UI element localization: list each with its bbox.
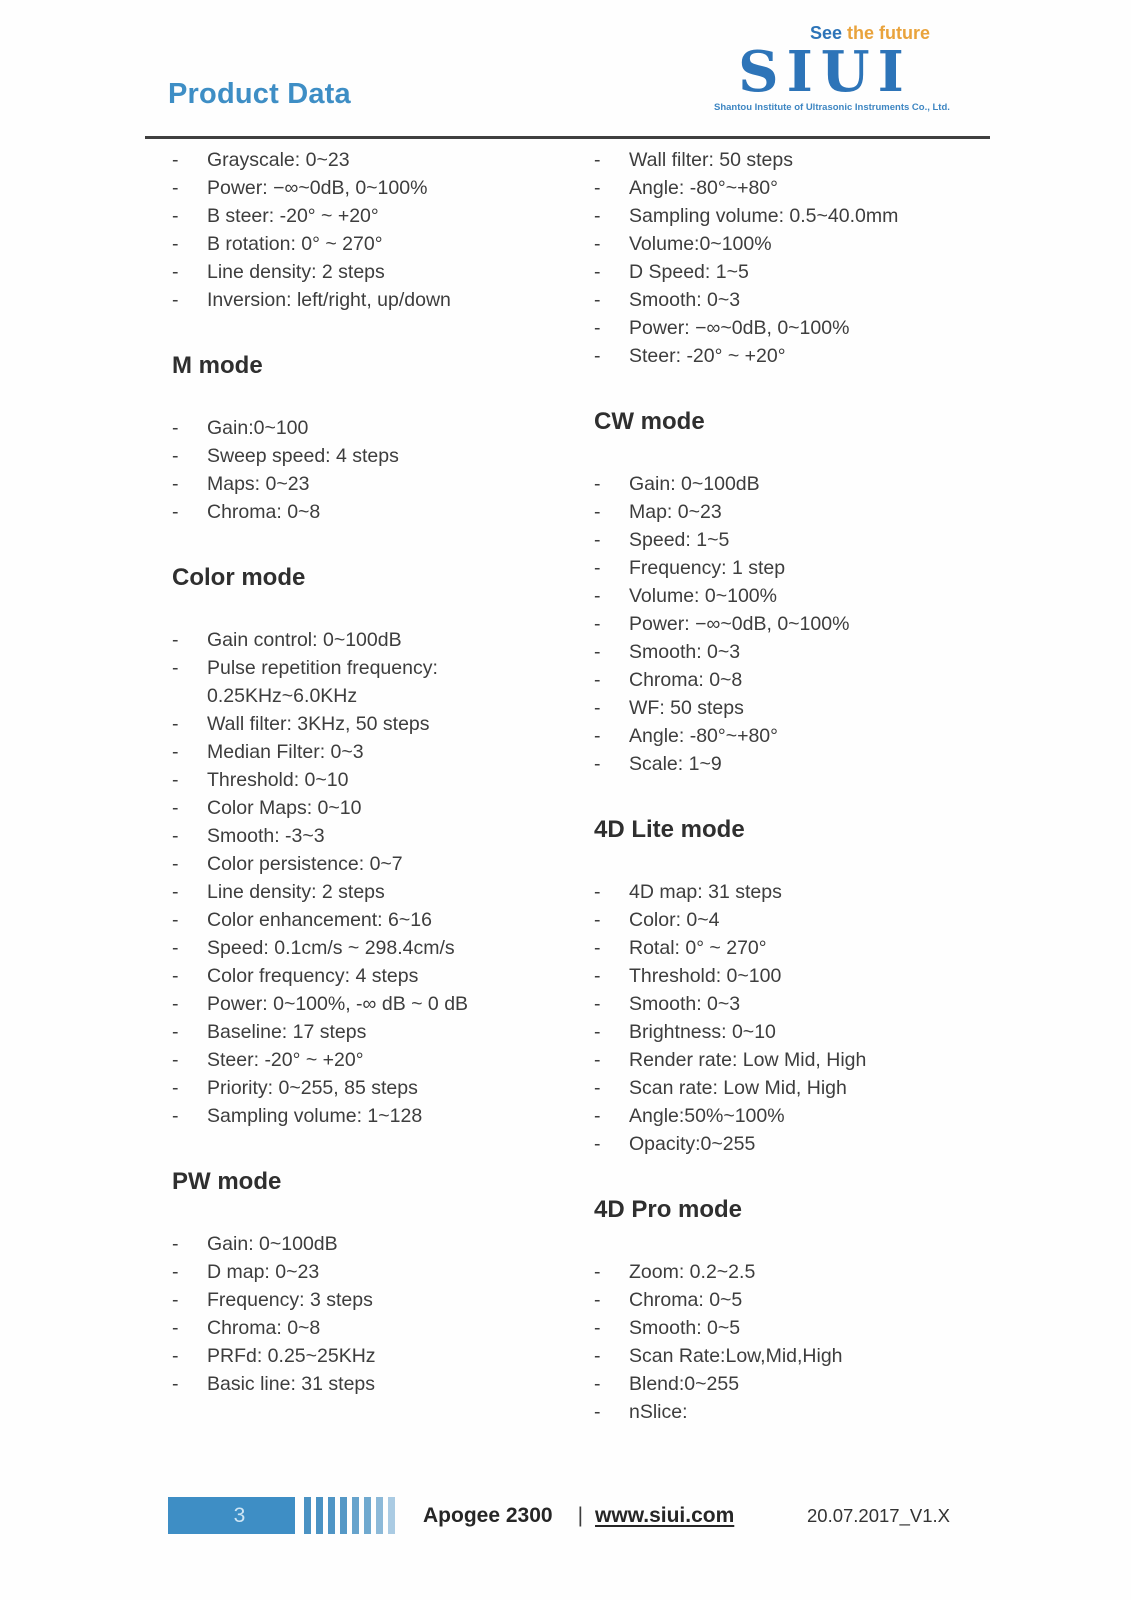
list-item (594, 1314, 994, 1342)
list-item-text: Gain control: 0~100dB (207, 629, 402, 651)
dash-bullet: - (172, 417, 179, 439)
dash-bullet: - (172, 825, 179, 847)
list-item (172, 174, 564, 202)
dash-bullet: - (594, 1077, 601, 1099)
list-item-text: Pulse repetition frequency: 0.25KHz~6.0KHz (207, 657, 438, 707)
company-name: Shantou Institute of Ultrasonic Instruments Co., Ltd. (714, 102, 950, 113)
list-item-text: B rotation: 0° ~ 270° (207, 233, 383, 255)
list-item (594, 750, 994, 778)
dash-bullet: - (594, 697, 601, 719)
list-item (172, 710, 564, 738)
list-item (172, 230, 564, 258)
list-item-text: nSlice: (629, 1401, 688, 1423)
list-item (172, 878, 564, 906)
list-item (594, 962, 994, 990)
website-link[interactable]: www.siui.com (595, 1503, 735, 1527)
list-item (172, 822, 564, 850)
list-item-text: Speed: 1~5 (629, 529, 730, 551)
list-item-text: Median Filter: 0~3 (207, 741, 364, 763)
list-item-text: Basic line: 31 steps (207, 1373, 376, 1395)
list-item (172, 1314, 564, 1342)
dash-bullet: - (172, 909, 179, 931)
dash-bullet: - (172, 1317, 179, 1339)
spec-list (172, 626, 564, 1130)
list-item (172, 1370, 564, 1398)
dash-bullet: - (172, 853, 179, 875)
list-item-text: Baseline: 17 steps (207, 1021, 367, 1043)
dash-bullet: - (594, 1317, 601, 1339)
list-item (172, 934, 564, 962)
list-item (594, 666, 994, 694)
list-item (594, 1258, 994, 1286)
dash-bullet: - (594, 641, 601, 663)
spec-list (172, 1230, 564, 1398)
logo-tagline-see: See (809, 23, 842, 43)
list-item-text: Color frequency: 4 steps (207, 965, 419, 987)
list-item-text: Zoom: 0.2~2.5 (629, 1261, 756, 1283)
spec-section (172, 351, 564, 526)
dash-bullet: - (594, 725, 601, 747)
dash-bullet: - (172, 1233, 179, 1255)
dash-bullet: - (594, 585, 601, 607)
list-item (594, 314, 994, 342)
dash-bullet: - (172, 1345, 179, 1367)
list-item-text: Chroma: 0~5 (629, 1289, 743, 1311)
dash-bullet: - (594, 909, 601, 931)
list-item (594, 146, 994, 174)
dash-bullet: - (172, 205, 179, 227)
section-heading: Color mode (172, 564, 306, 591)
spec-list (172, 146, 564, 314)
list-item (594, 1342, 994, 1370)
list-item-text: Wall filter: 3KHz, 50 steps (207, 713, 430, 735)
list-item (594, 202, 994, 230)
list-item (172, 470, 564, 498)
dash-bullet: - (594, 473, 601, 495)
list-item (594, 498, 994, 526)
list-item-text: Maps: 0~23 (207, 473, 310, 495)
list-item (594, 638, 994, 666)
list-item (172, 1342, 564, 1370)
spec-section (594, 146, 994, 370)
dash-bullet: - (172, 1289, 179, 1311)
list-item-text: Angle: -80°~+80° (629, 177, 778, 199)
dash-bullet: - (172, 1049, 179, 1071)
dash-bullet: - (172, 445, 179, 467)
document-version: 20.07.2017_V1.X (807, 1504, 950, 1526)
list-item (172, 146, 564, 174)
list-item-text: Angle: -80°~+80° (629, 725, 778, 747)
list-item (172, 1102, 564, 1130)
spec-section (594, 407, 994, 778)
list-item (594, 694, 994, 722)
list-item-text: Line density: 2 steps (207, 881, 385, 903)
dash-bullet: - (594, 289, 601, 311)
dash-bullet: - (172, 177, 179, 199)
list-item (594, 554, 994, 582)
list-item-text: Color enhancement: 6~16 (207, 909, 432, 931)
footer-bars-decoration (304, 1497, 395, 1534)
company-logo (714, 23, 950, 113)
list-item (594, 526, 994, 554)
section-heading: CW mode (594, 408, 705, 435)
list-item (594, 582, 994, 610)
dash-bullet: - (594, 529, 601, 551)
list-item (172, 654, 564, 710)
footer-bar (376, 1497, 383, 1534)
list-item (172, 498, 564, 526)
list-item-text: Threshold: 0~100 (629, 965, 782, 987)
page-footer (168, 1497, 950, 1534)
list-item (172, 990, 564, 1018)
list-item (172, 286, 564, 314)
list-item-text: Render rate: Low Mid, High (629, 1049, 867, 1071)
dash-bullet: - (594, 177, 601, 199)
spec-section (172, 563, 564, 1130)
list-item-text: Smooth: 0~5 (629, 1317, 741, 1339)
list-item-text: WF: 50 steps (629, 697, 744, 719)
dash-bullet: - (594, 345, 601, 367)
footer-separator: | (577, 1503, 584, 1527)
list-item (594, 1102, 994, 1130)
spec-section (172, 146, 564, 314)
list-item (172, 738, 564, 766)
footer-bar (328, 1497, 335, 1534)
dash-bullet: - (172, 261, 179, 283)
list-item-text: Frequency: 3 steps (207, 1289, 373, 1311)
footer-bar (316, 1497, 323, 1534)
dash-bullet: - (172, 233, 179, 255)
list-item (172, 414, 564, 442)
list-item-text: Sweep speed: 4 steps (207, 445, 399, 467)
dash-bullet: - (172, 629, 179, 651)
list-item (594, 286, 994, 314)
footer-bar (352, 1497, 359, 1534)
footer-bar (340, 1497, 347, 1534)
section-heading: 4D Pro mode (594, 1196, 743, 1223)
list-item-text: Line density: 2 steps (207, 261, 385, 283)
dash-bullet: - (172, 1021, 179, 1043)
list-item-text: Gain:0~100 (207, 417, 309, 439)
dash-bullet: - (594, 205, 601, 227)
list-item (172, 258, 564, 286)
dash-bullet: - (594, 1021, 601, 1043)
list-item-text: 4D map: 31 steps (629, 881, 782, 903)
list-item-text: Chroma: 0~8 (207, 501, 321, 523)
dash-bullet: - (594, 149, 601, 171)
spec-list (594, 878, 994, 1158)
dash-bullet: - (594, 753, 601, 775)
list-item-text: Power: 0~100%, -∞ dB ~ 0 dB (207, 993, 469, 1015)
dash-bullet: - (172, 937, 179, 959)
list-item (172, 766, 564, 794)
page-number-badge (168, 1497, 295, 1534)
section-heading: M mode (172, 352, 263, 379)
dash-bullet: - (594, 993, 601, 1015)
list-item-text: Brightness: 0~10 (629, 1021, 776, 1043)
list-item-text: Gain: 0~100dB (629, 473, 760, 495)
list-item-text: PRFd: 0.25~25KHz (207, 1345, 376, 1367)
spec-column-left (172, 146, 564, 1398)
dash-bullet: - (594, 881, 601, 903)
list-item (594, 878, 994, 906)
list-item (594, 722, 994, 750)
dash-bullet: - (172, 1077, 179, 1099)
list-item (172, 1258, 564, 1286)
list-item-text: Power: −∞~0dB, 0~100% (207, 177, 428, 199)
list-item-text: Steer: -20° ~ +20° (629, 345, 786, 367)
list-item (172, 850, 564, 878)
dash-bullet: - (594, 613, 601, 635)
dash-bullet: - (594, 1049, 601, 1071)
dash-bullet: - (172, 881, 179, 903)
dash-bullet: - (172, 713, 179, 735)
list-item (594, 258, 994, 286)
dash-bullet: - (172, 657, 179, 679)
list-item-text: Chroma: 0~8 (629, 669, 743, 691)
list-item-text: Volume:0~100% (629, 233, 772, 255)
list-item (172, 962, 564, 990)
list-item-text: Scan rate: Low Mid, High (629, 1077, 847, 1099)
spec-list (594, 470, 994, 778)
list-item (172, 906, 564, 934)
dash-bullet: - (594, 1261, 601, 1283)
dash-bullet: - (172, 1373, 179, 1395)
list-item (594, 174, 994, 202)
dash-bullet: - (172, 149, 179, 171)
dash-bullet: - (594, 1373, 601, 1395)
list-item (594, 990, 994, 1018)
header-divider (145, 136, 990, 139)
list-item (594, 610, 994, 638)
dash-bullet: - (594, 937, 601, 959)
list-item-text: Gain: 0~100dB (207, 1233, 338, 1255)
spec-list (172, 414, 564, 526)
list-item-text: Grayscale: 0~23 (207, 149, 350, 171)
list-item (594, 1130, 994, 1158)
dash-bullet: - (594, 1289, 601, 1311)
dash-bullet: - (172, 993, 179, 1015)
dash-bullet: - (594, 261, 601, 283)
dash-bullet: - (172, 797, 179, 819)
list-item (172, 794, 564, 822)
list-item (594, 342, 994, 370)
brand-wordmark: SIUI (738, 39, 912, 105)
list-item-text: Volume: 0~100% (629, 585, 777, 607)
spec-section (172, 1167, 564, 1398)
list-item (172, 202, 564, 230)
list-item-text: D map: 0~23 (207, 1261, 320, 1283)
dash-bullet: - (594, 1133, 601, 1155)
list-item-text: Color persistence: 0~7 (207, 853, 403, 875)
list-item-text: Smooth: 0~3 (629, 641, 741, 663)
list-item-text: Color Maps: 0~10 (207, 797, 362, 819)
dash-bullet: - (594, 1345, 601, 1367)
list-item (594, 1018, 994, 1046)
page-number: 3 (233, 1503, 246, 1527)
spec-section (594, 815, 994, 1158)
list-item-text: Scan Rate:Low,Mid,High (629, 1345, 843, 1367)
list-item (594, 1286, 994, 1314)
list-item (594, 1046, 994, 1074)
list-item-text: Sampling volume: 0.5~40.0mm (629, 205, 899, 227)
list-item-text: Smooth: -3~3 (207, 825, 325, 847)
footer-bar (304, 1497, 311, 1534)
spec-section (594, 1195, 994, 1426)
list-item-text: Angle:50%~100% (629, 1105, 785, 1127)
list-item (172, 1074, 564, 1102)
list-item-text: Map: 0~23 (629, 501, 722, 523)
list-item-text: Rotal: 0° ~ 270° (629, 937, 767, 959)
list-item (594, 1370, 994, 1398)
list-item (594, 1398, 994, 1426)
dash-bullet: - (594, 233, 601, 255)
dash-bullet: - (172, 769, 179, 791)
dash-bullet: - (594, 501, 601, 523)
spec-list (594, 1258, 994, 1426)
list-item-text: Steer: -20° ~ +20° (207, 1049, 364, 1071)
list-item-text: Speed: 0.1cm/s ~ 298.4cm/s (207, 937, 455, 959)
dash-bullet: - (594, 557, 601, 579)
section-heading: 4D Lite mode (594, 816, 745, 843)
dash-bullet: - (594, 965, 601, 987)
list-item (594, 1074, 994, 1102)
list-item-text: Sampling volume: 1~128 (207, 1105, 423, 1127)
dash-bullet: - (594, 1105, 601, 1127)
dash-bullet: - (594, 1401, 601, 1423)
list-item (172, 1018, 564, 1046)
list-item-text: Threshold: 0~10 (207, 769, 349, 791)
list-item (594, 934, 994, 962)
logo-tagline-future: the future (847, 23, 930, 43)
dash-bullet: - (172, 1261, 179, 1283)
dash-bullet: - (172, 741, 179, 763)
list-item-text: Wall filter: 50 steps (629, 149, 793, 171)
list-item-text: Power: −∞~0dB, 0~100% (629, 317, 850, 339)
list-item-text: Priority: 0~255, 85 steps (207, 1077, 418, 1099)
list-item-text: Smooth: 0~3 (629, 289, 741, 311)
product-name: Apogee 2300 (423, 1503, 553, 1527)
list-item-text: Smooth: 0~3 (629, 993, 741, 1015)
list-item (172, 626, 564, 654)
page-title: Product Data (168, 78, 351, 110)
dash-bullet: - (172, 965, 179, 987)
section-heading: PW mode (172, 1168, 282, 1195)
dash-bullet: - (594, 669, 601, 691)
dash-bullet: - (172, 289, 179, 311)
dash-bullet: - (172, 1105, 179, 1127)
list-item-text: Chroma: 0~8 (207, 1317, 321, 1339)
list-item-text: B steer: -20° ~ +20° (207, 205, 379, 227)
list-item-text: Inversion: left/right, up/down (207, 289, 451, 311)
list-item (594, 470, 994, 498)
list-item-text: Blend:0~255 (629, 1373, 740, 1395)
list-item (172, 1286, 564, 1314)
spec-column-right (594, 146, 994, 1426)
list-item (172, 1046, 564, 1074)
dash-bullet: - (172, 501, 179, 523)
list-item (594, 906, 994, 934)
dash-bullet: - (172, 473, 179, 495)
list-item (172, 1230, 564, 1258)
dash-bullet: - (594, 317, 601, 339)
list-item-text: D Speed: 1~5 (629, 261, 749, 283)
list-item-text: Frequency: 1 step (629, 557, 786, 579)
list-item-text: Power: −∞~0dB, 0~100% (629, 613, 850, 635)
spec-list (594, 146, 994, 370)
list-item (172, 442, 564, 470)
list-item (594, 230, 994, 258)
list-item-text: Opacity:0~255 (629, 1133, 756, 1155)
footer-bar (388, 1497, 395, 1534)
footer-bar (364, 1497, 371, 1534)
list-item-text: Scale: 1~9 (629, 753, 722, 775)
list-item-text: Color: 0~4 (629, 909, 720, 931)
